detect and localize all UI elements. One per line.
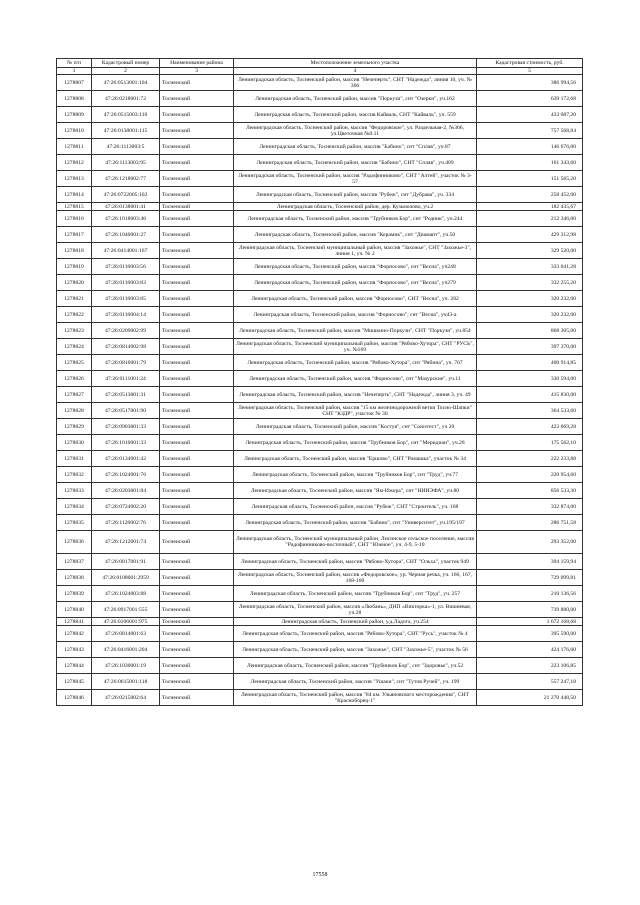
district-name: Тосненский [160, 586, 234, 602]
cadastral-number: 47:26:0110003:56 [92, 259, 160, 275]
parcel-location: Ленинградская область, Тосненский район, у.д.Ладога, уч.254 [234, 618, 477, 626]
header-cadastral-number: Кадастровый номер [92, 59, 160, 68]
parcel-location: Ленинградская область, Тосненский район, массив «Федоровское», ур. Черная речка, уч. 166, 167, 168-100 [234, 570, 477, 586]
parcel-location: Ленинградская область, Тосненский район, массив "Рябово-Хутора", СНТ "Ольха", участок 949 [234, 554, 477, 570]
row-number: 1278821 [57, 291, 92, 307]
district-name: Тосненский [160, 323, 234, 339]
cadastral-cost: 386 994,56 [477, 75, 583, 91]
parcel-location: Ленинградская область, Тосненский район, массив "Нечеперть", СНТ "Надежда", линия 3, уч. 49 [234, 387, 477, 403]
cadastral-cost: 433 087,20 [477, 107, 583, 123]
table-row [57, 515, 583, 531]
cadastral-number: 47:26:0414001:167 [92, 243, 160, 259]
column-index: 3 [160, 68, 234, 75]
cadastral-cost: 1 672 168,68 [477, 618, 583, 626]
table-row [57, 155, 583, 171]
cadastral-number: 47:26:1120002:76 [92, 515, 160, 531]
cadastral-number: 47:26:0722005:102 [92, 187, 160, 203]
parcel-location: Ленинградская область, Тосненский район, массив "Радофинниково", СНТ "Алтей", участок № 3-57 [234, 171, 477, 187]
row-number: 1278846 [57, 690, 92, 706]
parcel-location: Ленинградская область, Тосненский район, массив "Ям-Ижора", снт "НИИЭФА", уч.80 [234, 483, 477, 499]
cadastral-cost: 394 159,94 [477, 554, 583, 570]
district-name: Тосненский [160, 554, 234, 570]
cadastral-cost: 423 669,28 [477, 419, 583, 435]
cadastral-cost: 175 562,10 [477, 435, 583, 451]
district-name: Тосненский [160, 291, 234, 307]
cadastral-cost: 293 352,00 [477, 531, 583, 554]
row-number: 1278834 [57, 499, 92, 515]
cadastral-cost: 397 370,00 [477, 339, 583, 355]
district-name: Тосненский [160, 75, 234, 91]
row-number: 1278841 [57, 618, 92, 626]
table-row [57, 339, 583, 355]
table-row [57, 626, 583, 642]
cadastral-number: 47:26:0513001:31 [92, 387, 160, 403]
cadastral-number: 47:26:1113003:5 [92, 139, 160, 155]
parcel-location: Ленинградская область, Тосненский район, массив «Любань», ДНП «Викторка»-1, ул. Вишневая, уч.28 [234, 602, 477, 618]
cadastral-cost: 21 270 448,50 [477, 690, 583, 706]
cadastral-number: 47:26:0814001:63 [92, 626, 160, 642]
table-row [57, 171, 583, 187]
header-number: № п/п [57, 59, 92, 68]
parcel-location: Ленинградская область, Тосненский район, массив "Рябово-Хутора", снт "Рябина", уч. 767 [234, 355, 477, 371]
district-name: Тосненский [160, 371, 234, 387]
column-index: 2 [92, 68, 160, 75]
district-name: Тосненский [160, 275, 234, 291]
row-number: 1278808 [57, 91, 92, 107]
cadastral-number: 47:26:1024001:76 [92, 467, 160, 483]
table-row [57, 531, 583, 554]
row-number: 1278835 [57, 515, 92, 531]
district-name: Тосненский [160, 227, 234, 243]
row-number: 1278838 [57, 570, 92, 586]
row-number: 1278839 [57, 586, 92, 602]
parcel-location: Ленинградская область, Тосненский район, массив "Ершово", СНТ "Ромашка", участок № 34 [234, 451, 477, 467]
cadastral-number: 47:26:1024003:88 [92, 586, 160, 602]
district-name: Тосненский [160, 403, 234, 419]
cadastral-cost: 151 565,20 [477, 171, 583, 187]
cadastral-number: 47:26:0416001:204 [92, 642, 160, 658]
parcel-location: Ленинградская область, Тосненский район, дер. Кузьмолово, уч.2 [234, 203, 477, 211]
table-row [57, 602, 583, 618]
cadastral-cost: 330 594,00 [477, 371, 583, 387]
row-number: 1278845 [57, 674, 92, 690]
table-row [57, 323, 583, 339]
row-number: 1278812 [57, 155, 92, 171]
cadastral-number: 47:26:0110003:85 [92, 291, 160, 307]
parcel-location: Ленинградская область, Тосненский район, массив "Керамик", снт "Диамант", уч.50 [234, 227, 477, 243]
row-number: 1278827 [57, 387, 92, 403]
cadastral-number: 47:26:1030001:19 [92, 658, 160, 674]
cadastral-number: 47:26:0108001:2959 [92, 570, 160, 586]
district-name: Тосненский [160, 467, 234, 483]
cadastral-cost: 739 880,00 [477, 602, 583, 618]
district-name: Тосненский [160, 155, 234, 171]
row-number: 1278828 [57, 403, 92, 419]
row-number: 1278822 [57, 307, 92, 323]
table-row [57, 451, 583, 467]
row-number: 1278823 [57, 323, 92, 339]
cadastral-cost: 220 954,60 [477, 467, 583, 483]
cadastral-cost: 395 590,00 [477, 626, 583, 642]
cadastral-cost: 332 255,20 [477, 275, 583, 291]
table-row [57, 227, 583, 243]
row-number: 1278807 [57, 75, 92, 91]
parcel-location: Ленинградская область, Тосненский район, массив "Форносово", снт "Весна", уч248 [234, 259, 477, 275]
cadastral-cost: 223 106,85 [477, 658, 583, 674]
parcel-location: Ленинградская область, Тосненский район, массив "84 км. Ульяновского месторождения", СНТ "Красноборец-1" [234, 690, 477, 706]
district-name: Тосненский [160, 91, 234, 107]
row-number: 1278824 [57, 339, 92, 355]
district-name: Тосненский [160, 107, 234, 123]
parcel-location: Ленинградская область, Тосненский район, массив Кайваль, СНТ "Кайваль", уч. 559 [234, 107, 477, 123]
cadastral-number: 47:26:0110004:14 [92, 307, 160, 323]
cadastral-number: 47:26:0615001:118 [92, 674, 160, 690]
cadastral-number: 47:26:0816001:79 [92, 355, 160, 371]
table-row [57, 554, 583, 570]
cadastral-number: 47:26:0110003:83 [92, 275, 160, 291]
row-number: 1278819 [57, 259, 92, 275]
header-district: Наименование района [160, 59, 234, 68]
district-name: Тосненский [160, 618, 234, 626]
table-body [57, 75, 583, 706]
parcel-location: Ленинградская область, Тосненский район, массив "Форносово", снт "Весна", уч279 [234, 275, 477, 291]
parcel-location: Ленинградская область, Тосненский район, массив "Рубеж", СНТ "Строитель", уч. 168 [234, 499, 477, 515]
cadastral-number: 47:26:0106001:975 [92, 618, 160, 626]
district-name: Тосненский [160, 658, 234, 674]
row-number: 1278831 [57, 451, 92, 467]
cadastral-cost: 222 233,88 [477, 451, 583, 467]
row-number: 1278826 [57, 371, 92, 387]
cadastral-number: 47:26:0903001:33 [92, 419, 160, 435]
parcel-location: Ленинградская область, Тосненский район, массив "Трубников Бор", снт "Меридиан", уч.28 [234, 435, 477, 451]
row-number: 1278843 [57, 642, 92, 658]
row-number: 1278814 [57, 187, 92, 203]
cadastral-cost: 400 914,85 [477, 355, 583, 371]
table-row [57, 403, 583, 419]
header-location: Местоположение земельного участка [234, 59, 477, 68]
cadastral-number: 47:26:0138001:41 [92, 203, 160, 211]
cadastral-number: 47:26:0515003:110 [92, 107, 160, 123]
table-row [57, 355, 583, 371]
row-number: 1278809 [57, 107, 92, 123]
page-number: 17558 [312, 872, 328, 878]
district-name: Тосненский [160, 419, 234, 435]
table-row [57, 387, 583, 403]
district-name: Тосненский [160, 259, 234, 275]
district-name: Тосненский [160, 515, 234, 531]
parcel-location: Ленинградская область, Тосненский район, массив "Форносово", снт "Мазурские", уч.11 [234, 371, 477, 387]
table-row [57, 307, 583, 323]
column-index: 4 [234, 68, 477, 75]
parcel-location: Ленинградская область, Тосненский район, массив "Поркузи", снт "Озерки", уч.162 [234, 91, 477, 107]
parcel-location: Ленинградская область, Тосненский район, массив "15 км железнодорожной ветки Тосно-Шапки" СНТ "КЗДР", участок № 30 [234, 403, 477, 419]
district-name: Тосненский [160, 123, 234, 139]
row-number: 1278830 [57, 435, 92, 451]
district-name: Тосненский [160, 674, 234, 690]
table-row [57, 674, 583, 690]
table-row [57, 690, 583, 706]
parcel-location: Ленинградская область, Тосненский муниципальный район, Лисинское сельское поселение, массив "Радофинниково-восточный", СНТ "Южное", уч. 4-9, 5-10 [234, 531, 477, 554]
cadastral-number: 47:26:1212001:74 [92, 531, 160, 554]
row-number: 1278840 [57, 602, 92, 618]
cadastral-cost: 161 343,60 [477, 155, 583, 171]
parcel-location: Ленинградская область, Тосненский район, массив "Федоровское", ул. Раздельная-2, №366, ул.Цветочная №0.11 [234, 123, 477, 139]
parcel-location: Ленинградская область, Тосненский район, массив "Бабино", снт "Сплав", уч.87 [234, 139, 477, 155]
document-table-wrapper [56, 58, 582, 706]
district-name: Тосненский [160, 483, 234, 499]
parcel-location: Ленинградская область, Тосненский район, массив "Трубников Бор", снт "Труд", уч.77 [234, 467, 477, 483]
row-number: 1278832 [57, 467, 92, 483]
parcel-location: Ленинградская область, Тосненский район, массив "Бабино", снт "Университет", уч.195/197 [234, 515, 477, 531]
parcel-location: Ленинградская область, Тосненский муниципальный район, массив "Рябово-Хутора", СНТ "РУСЬ", уч. №169 [234, 339, 477, 355]
cadastral-number: 47:26:0134001:42 [92, 451, 160, 467]
table-row [57, 642, 583, 658]
cadastral-number: 47:26:0111001:24 [92, 371, 160, 387]
cadastral-cost: 333 041,28 [477, 259, 583, 275]
cadastral-cost: 320 232,00 [477, 307, 583, 323]
district-name: Тосненский [160, 602, 234, 618]
cadastral-cost: 286 751,58 [477, 515, 583, 531]
row-number: 1278837 [57, 554, 92, 570]
cadastral-number: 47:26:0917001:555 [92, 602, 160, 618]
district-name: Тосненский [160, 531, 234, 554]
table-row [57, 658, 583, 674]
cadastral-cost: 329 520,00 [477, 243, 583, 259]
cadastral-number: 47:26:0203001:84 [92, 483, 160, 499]
cadastral-cost: 856 533,30 [477, 483, 583, 499]
table-row [57, 211, 583, 227]
table-row [57, 618, 583, 626]
cadastral-number: 47:26:0513001:104 [92, 75, 160, 91]
cadastral-cost: 424 176,60 [477, 642, 583, 658]
parcel-location: Ленинградская область, Тосненский район, массив "Трубников Бор", снт "Труд", уч. 257 [234, 586, 477, 602]
cadastral-cost: 146 676,00 [477, 139, 583, 155]
parcel-location: Ленинградская область, Тосненский район, массив "Рябово-Хутора", СНТ "Русь", участок № 4 [234, 626, 477, 642]
table-row [57, 419, 583, 435]
parcel-location: Ленинградская область, Тосненский район, массив "Трубников Бор", снт "Здоровье", уч.52 [234, 658, 477, 674]
district-name: Тосненский [160, 187, 234, 203]
cadastral-number: 47:26:0215002:64 [92, 690, 160, 706]
cadastral-number: 47:26:0517001:90 [92, 403, 160, 419]
table-row [57, 243, 583, 259]
cadastral-number: 47:26:1018003:46 [92, 211, 160, 227]
table-row [57, 586, 583, 602]
district-name: Тосненский [160, 387, 234, 403]
row-number: 1278820 [57, 275, 92, 291]
table-row [57, 187, 583, 203]
row-number: 1278825 [57, 355, 92, 371]
table-row [57, 291, 583, 307]
row-number: 1278813 [57, 171, 92, 187]
cadastral-number: 47:26:0724002:20 [92, 499, 160, 515]
district-name: Тосненский [160, 435, 234, 451]
parcel-location: Ленинградская область, Тосненский муниципальный район, массив "Захожье", СНТ "Захожье-3", линия 1, уч. № 2 [234, 243, 477, 259]
cadastral-cost: 332 874,00 [477, 499, 583, 515]
district-name: Тосненский [160, 139, 234, 155]
column-index-row [57, 68, 583, 75]
row-number: 1278817 [57, 227, 92, 243]
district-name: Тосненский [160, 243, 234, 259]
parcel-location: Ленинградская область, Тосненский район, массив "Трубников Бор", снт "Родник", уч.244 [234, 211, 477, 227]
district-name: Тосненский [160, 499, 234, 515]
table-row [57, 259, 583, 275]
cadastral-number: 47:26:0209002:99 [92, 323, 160, 339]
cadastral-number: 47:26:1010001:33 [92, 435, 160, 451]
column-index: 1 [57, 68, 92, 75]
cadastral-number: 47:26:0817001:91 [92, 554, 160, 570]
district-name: Тосненский [160, 171, 234, 187]
cadastral-cost: 729 099,81 [477, 570, 583, 586]
cadastral-number: 47:26:0814002:98 [92, 339, 160, 355]
cadastral-cost: 364 533,60 [477, 403, 583, 419]
district-name: Тосненский [160, 570, 234, 586]
district-name: Тосненский [160, 203, 234, 211]
parcel-location: Ленинградская область, Тосненский район, массив "Захожье", СНТ "Захожье-5", участок № 56 [234, 642, 477, 658]
table-row [57, 203, 583, 211]
cadastral-cost: 639 172,68 [477, 91, 583, 107]
row-number: 1278829 [57, 419, 92, 435]
table-row [57, 91, 583, 107]
table-row [57, 275, 583, 291]
parcel-location: Ленинградская область, Тосненский район, массив "Форносово", снт "Весна", уч43-а [234, 307, 477, 323]
parcel-location: Ленинградская область, Тосненский район, массив "Нечеперть", СНТ "Надежда", линия 10, уч. № 366 [234, 75, 477, 91]
cadastral-cost: 182 435,67 [477, 203, 583, 211]
cadastral-cost: 557 247,18 [477, 674, 583, 690]
cadastral-cost: 429 312,98 [477, 227, 583, 243]
cadastral-cost: 210 136,56 [477, 586, 583, 602]
district-name: Тосненский [160, 211, 234, 227]
row-number: 1278810 [57, 123, 92, 139]
cadastral-number: 47:26:1040001:27 [92, 227, 160, 243]
district-name: Тосненский [160, 642, 234, 658]
table-row [57, 467, 583, 483]
parcel-location: Ленинградская область, Тосненский район, массив "Бабино", СНТ "Сплав", уч.409 [234, 155, 477, 171]
parcel-location: Ленинградская область, Тосненский район, массив "Ушаки", снт "Тутов Ручей", уч. 199 [234, 674, 477, 690]
table-row [57, 75, 583, 91]
parcel-location: Ленинградская область, Тосненский район, массив "Форносово", СНТ "Весна", уч. 282 [234, 291, 477, 307]
cadastral-cost: 868 305,00 [477, 323, 583, 339]
cadastral-table [56, 58, 583, 706]
column-index: 5 [477, 68, 583, 75]
parcel-location: Ленинградская область, Тосненский район, массив "Мишкино-Поркузи", СНТ "Поркузи", уч.854 [234, 323, 477, 339]
row-number: 1278833 [57, 483, 92, 499]
table-row [57, 499, 583, 515]
district-name: Тосненский [160, 690, 234, 706]
row-number: 1278836 [57, 531, 92, 554]
header-cost: Кадастровая стоимость, руб. [477, 59, 583, 68]
cadastral-number: 47:26:0218001:72 [92, 91, 160, 107]
row-number: 1278815 [57, 203, 92, 211]
table-row [57, 139, 583, 155]
cadastral-cost: 320 232,00 [477, 291, 583, 307]
cadastral-number: 47:26:0138001:115 [92, 123, 160, 139]
row-number: 1278818 [57, 243, 92, 259]
parcel-location: Ленинградская область, Тосненский район, массив "Костуя", снт "Союзтест", уч 20 [234, 419, 477, 435]
cadastral-number: 47:26:1113003:95 [92, 155, 160, 171]
cadastral-number: 47:26:1218002:77 [92, 171, 160, 187]
cadastral-cost: 212 346,00 [477, 211, 583, 227]
row-number: 1278842 [57, 626, 92, 642]
table-row [57, 123, 583, 139]
cadastral-cost: 757 568,84 [477, 123, 583, 139]
table-row [57, 371, 583, 387]
header-row [57, 59, 583, 68]
parcel-location: Ленинградская область, Тосненский район, массив "Рубеж", снт "Дубрава", уч. 334 [234, 187, 477, 203]
district-name: Тосненский [160, 626, 234, 642]
cadastral-cost: 258 452,00 [477, 187, 583, 203]
row-number: 1278811 [57, 139, 92, 155]
table-row [57, 570, 583, 586]
table-row [57, 435, 583, 451]
district-name: Тосненский [160, 339, 234, 355]
row-number: 1278844 [57, 658, 92, 674]
table-row [57, 107, 583, 123]
cadastral-cost: 415 830,00 [477, 387, 583, 403]
district-name: Тосненский [160, 307, 234, 323]
row-number: 1278816 [57, 211, 92, 227]
district-name: Тосненский [160, 451, 234, 467]
district-name: Тосненский [160, 355, 234, 371]
table-row [57, 483, 583, 499]
